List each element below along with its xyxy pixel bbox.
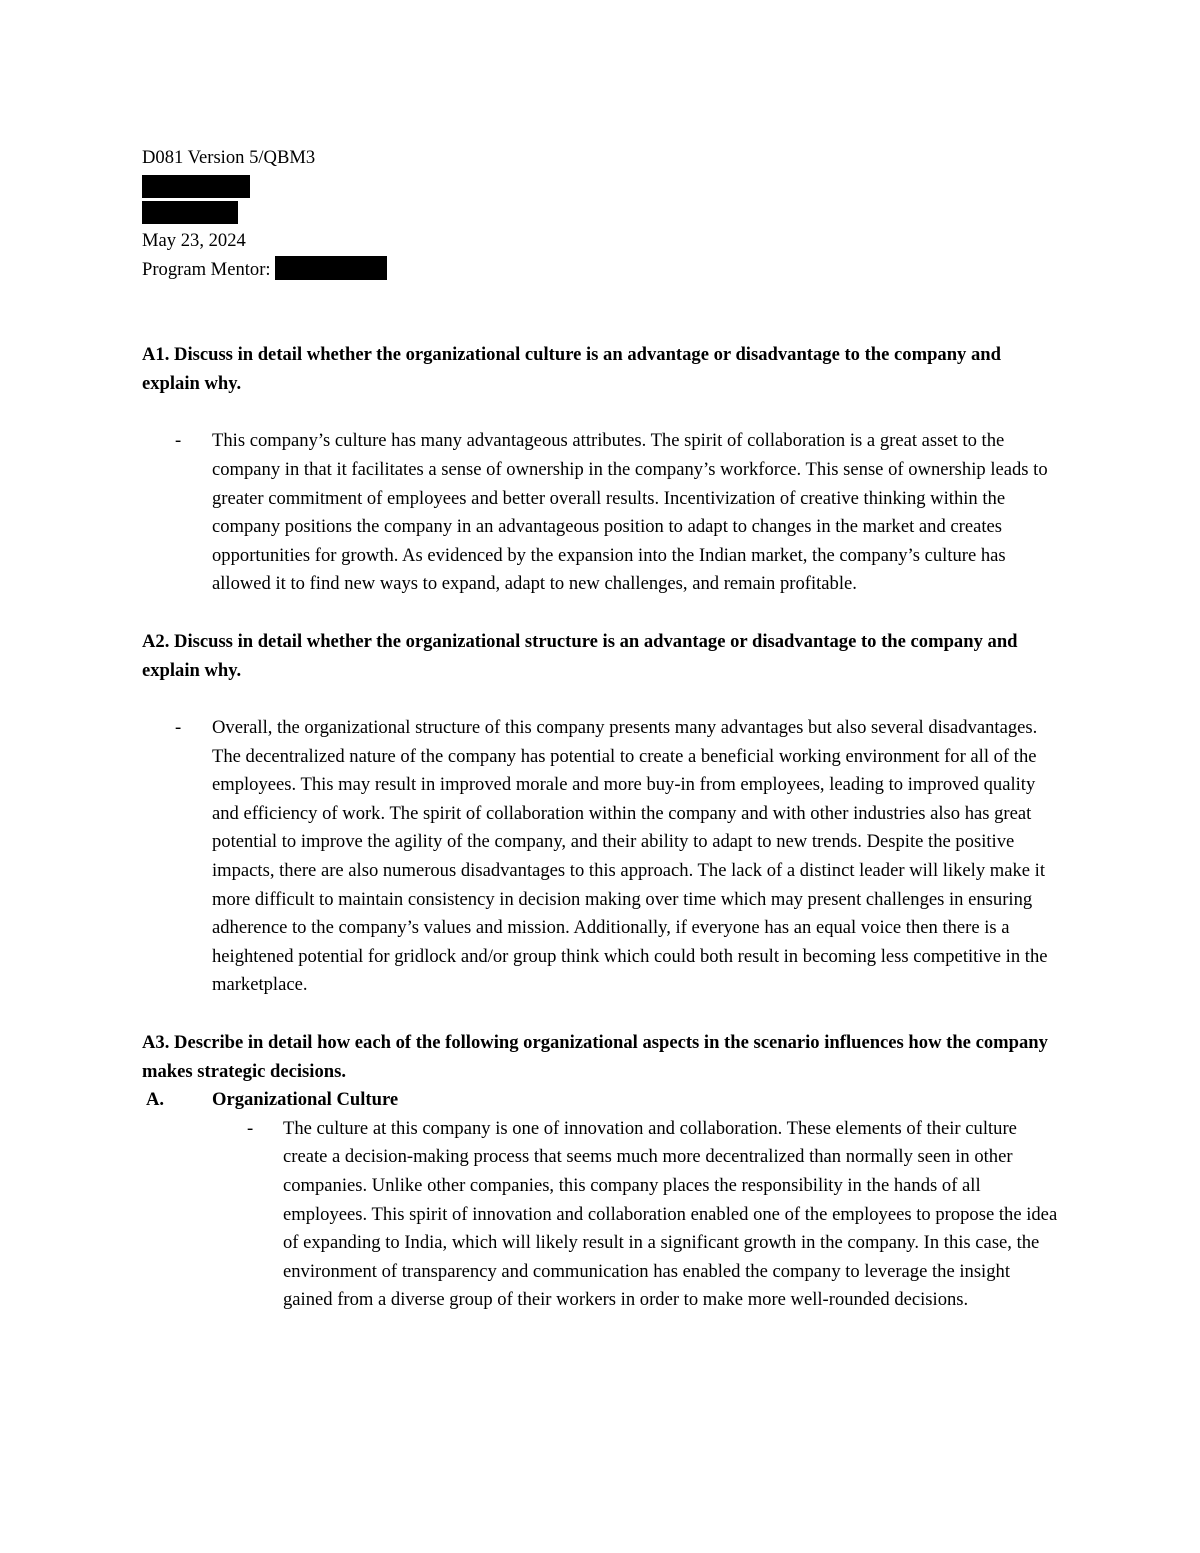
spacer [142,1000,1062,1029]
document-date: May 23, 2024 [142,229,246,251]
bullet-dash: - [175,717,182,739]
subheading-organizational-culture [142,1086,1062,1115]
bullet-dash: - [247,1117,254,1139]
bullet-dash: - [175,430,182,452]
document-content [142,144,1062,1315]
redacted-id-block [142,201,238,224]
course-version: D081 Version 5/QBM3 [142,147,316,168]
answer-a3-culture [142,1115,1062,1315]
question-a2: A2. Discuss in detail whether the organizational structure is an advantage or disadvantage to the company and explain why. [142,630,1018,681]
spacer [142,284,1062,341]
answer-a1 [142,427,1062,599]
subheading-title: Organizational Culture [212,1089,399,1111]
mentor-label: Program Mentor: [142,258,271,280]
spacer [142,398,1062,427]
redacted-mentor-name [275,256,387,280]
answer-a3-text: The culture at this company is one of innovation and collaboration. These elements of their culture create a decision-making process that seems much more decentralized than normally seen in other companies. Unlike other companies, this company places the responsibility in the hands of all employees. This spirit of innovation and collaboration enabled one of the employees to propose the idea of expanding to India, which will likely result in a significant growth in the company. In this case, the environment of transparency and communication has enabled the company to leverage the insight gained from a diverse group of their workers in order to make more well-rounded decisions. [283,1117,1058,1311]
answer-list-a2 [142,714,1062,1000]
spacer [142,599,1062,628]
subheading-letter: A. [146,1089,165,1111]
answer-a1-text: This company’s culture has many advantageous attributes. The spirit of collaboration is a great asset to the company in that it facilitates a sense of ownership in the company’s workforce. This sense of ownership leads to greater commitment of employees and better overall results. Incentivization of creative thinking within the company positions the company in an advantageous position to adapt to changes in the market and creates opportunities for growth. As evidenced by the expansion into the Indian market, the company’s culture has allowed it to find new ways to expand, adapt to new challenges, and remain profitable. [212,430,1048,595]
answer-a2 [142,714,1062,1000]
answer-a2-text: Overall, the organizational structure of this company presents many advantages but also several disadvantages. The decentralized nature of the company has potential to create a beneficial working environment for all of the employees. This may result in improved morale and more buy-in from employees, leading to improved quality and efficiency of work. The spirit of collaboration within the company and with other industries also has great potential to improve the agility of the company, and their ability to adapt to new trends. Despite the positive impacts, there are also numerous disadvantages to this approach. The lack of a distinct leader will likely make it more difficult to maintain consistency in decision making over time which may present challenges in ensuring adherence to the company’s values and mission. Additionally, if everyone has an equal voice then there is a heightened potential for gridlock and/or group think which could both result in becoming less competitive in the marketplace. [212,717,1048,996]
question-a3: A3. Describe in detail how each of the following organizational aspects in the scenario influences how the company makes strategic decisions. [142,1032,1048,1082]
answer-list-a3 [142,1115,1062,1315]
answer-list-a1 [142,427,1062,599]
question-a1: A1. Discuss in detail whether the organizational culture is an advantage or disadvantage to the company and explain why. [142,344,1001,394]
program-mentor-line [142,256,1062,285]
spacer [142,685,1062,714]
redacted-name-block [142,175,250,198]
